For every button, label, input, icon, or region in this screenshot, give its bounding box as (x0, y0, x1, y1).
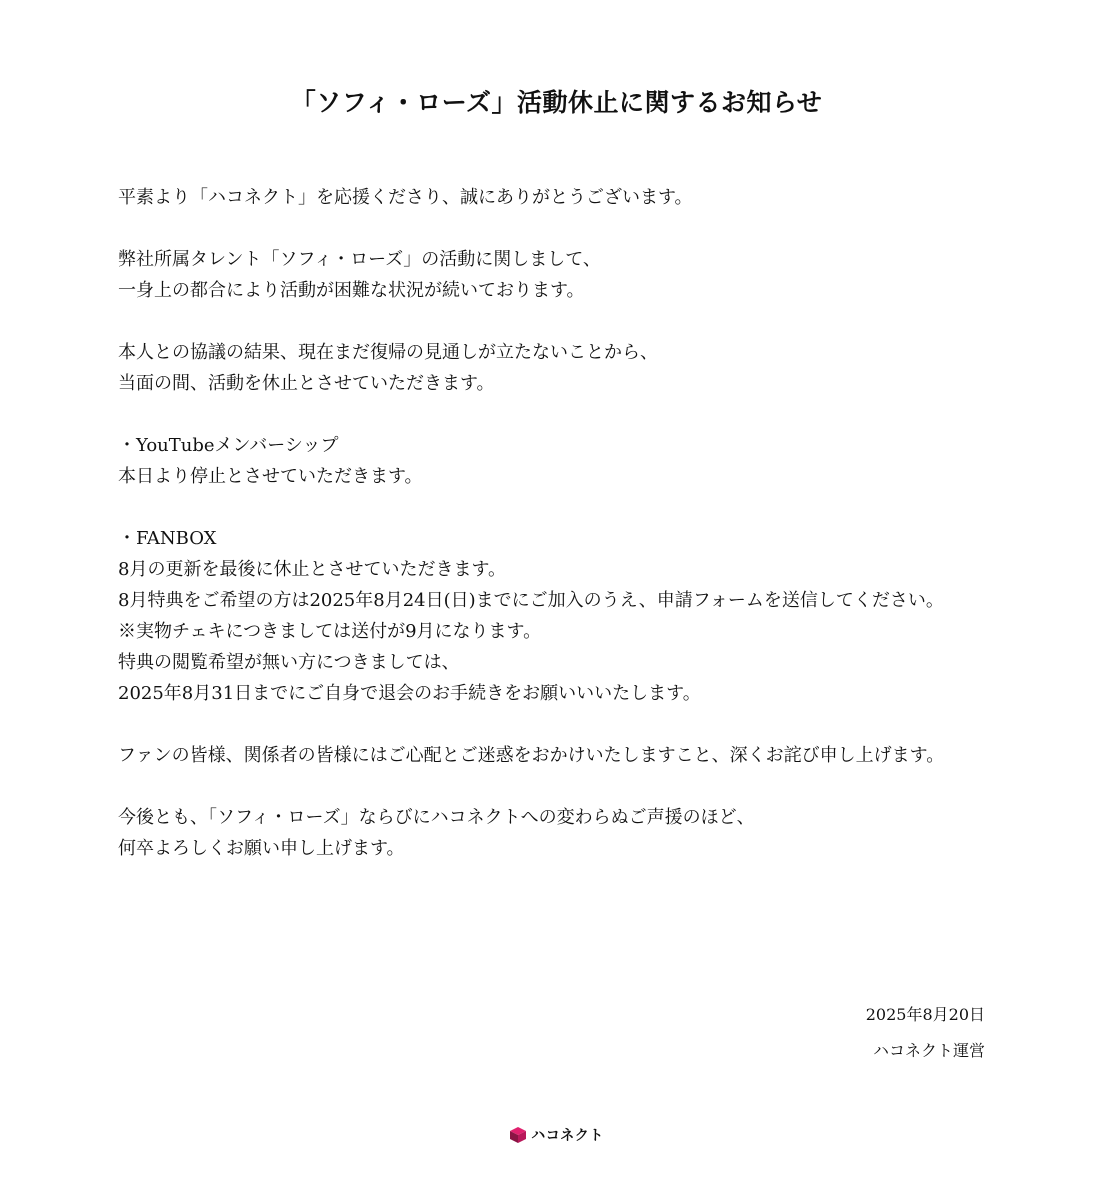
paragraph-hiatus (118, 337, 1018, 399)
paragraph-apology (118, 740, 1018, 771)
paragraph-closing (118, 802, 1018, 864)
paragraph-greeting (118, 182, 1018, 213)
signature-organization: ハコネクト運営 (872, 1041, 985, 1060)
logo-wordmark: ハコネクト (531, 1128, 604, 1144)
paragraph-youtube-membership (118, 430, 1018, 492)
text-line: 2025年8月31日までにご自身で退会のお手続きをお願いいいたします。 (118, 683, 701, 704)
text-line: ・FANBOX (118, 528, 217, 549)
text-line: 何卒よろしくお願い申し上げます。 (118, 838, 405, 859)
footer-logo (0, 1125, 1113, 1145)
text-line: ファンの皆様、関係者の皆様にはご心配とご迷惑をおかけいたしますこと、深くお詫び申し上げます。 (118, 745, 945, 766)
text-line: 弊社所属タレント「ソフィ・ローズ」の活動に関しまして、 (118, 249, 601, 270)
text-line: 当面の間、活動を休止とさせていただきます。 (118, 373, 495, 394)
signature-block (866, 997, 985, 1069)
cube-logo-icon (509, 1126, 527, 1144)
text-line: 8月の更新を最後に休止とさせていただきます。 (118, 559, 507, 580)
text-line: ・YouTubeメンバーシップ (118, 435, 339, 456)
text-line: 8月特典をご希望の方は2025年8月24日(日)までにご加入のうえ、申請フォームを送信してください。 (118, 590, 944, 611)
signature-date: 2025年8月20日 (865, 1005, 985, 1024)
text-line: 特典の閲覧希望が無い方につきましては、 (118, 652, 460, 673)
text-line: 平素より「ハコネクト」を応援くださり、誠にありがとうございます。 (118, 187, 693, 208)
notice-body (118, 182, 1018, 895)
text-line: 一身上の都合により活動が困難な状況が続いております。 (118, 280, 585, 301)
text-line: 今後とも、「ソフィ・ローズ」ならびにハコネクトへの変わらぬご声援のほど、 (118, 807, 755, 828)
text-line: ※実物チェキにつきましては送付が9月になります。 (118, 621, 542, 642)
paragraph-fanbox (118, 523, 1018, 709)
text-line: 本人との協議の結果、現在まだ復帰の見通しが立たないことから、 (118, 342, 658, 363)
text-line: 本日より停止とさせていただきます。 (118, 466, 423, 487)
paragraph-situation (118, 244, 1018, 306)
page-title: 「ソフィ・ローズ」活動休止に関するお知らせ (290, 88, 823, 117)
